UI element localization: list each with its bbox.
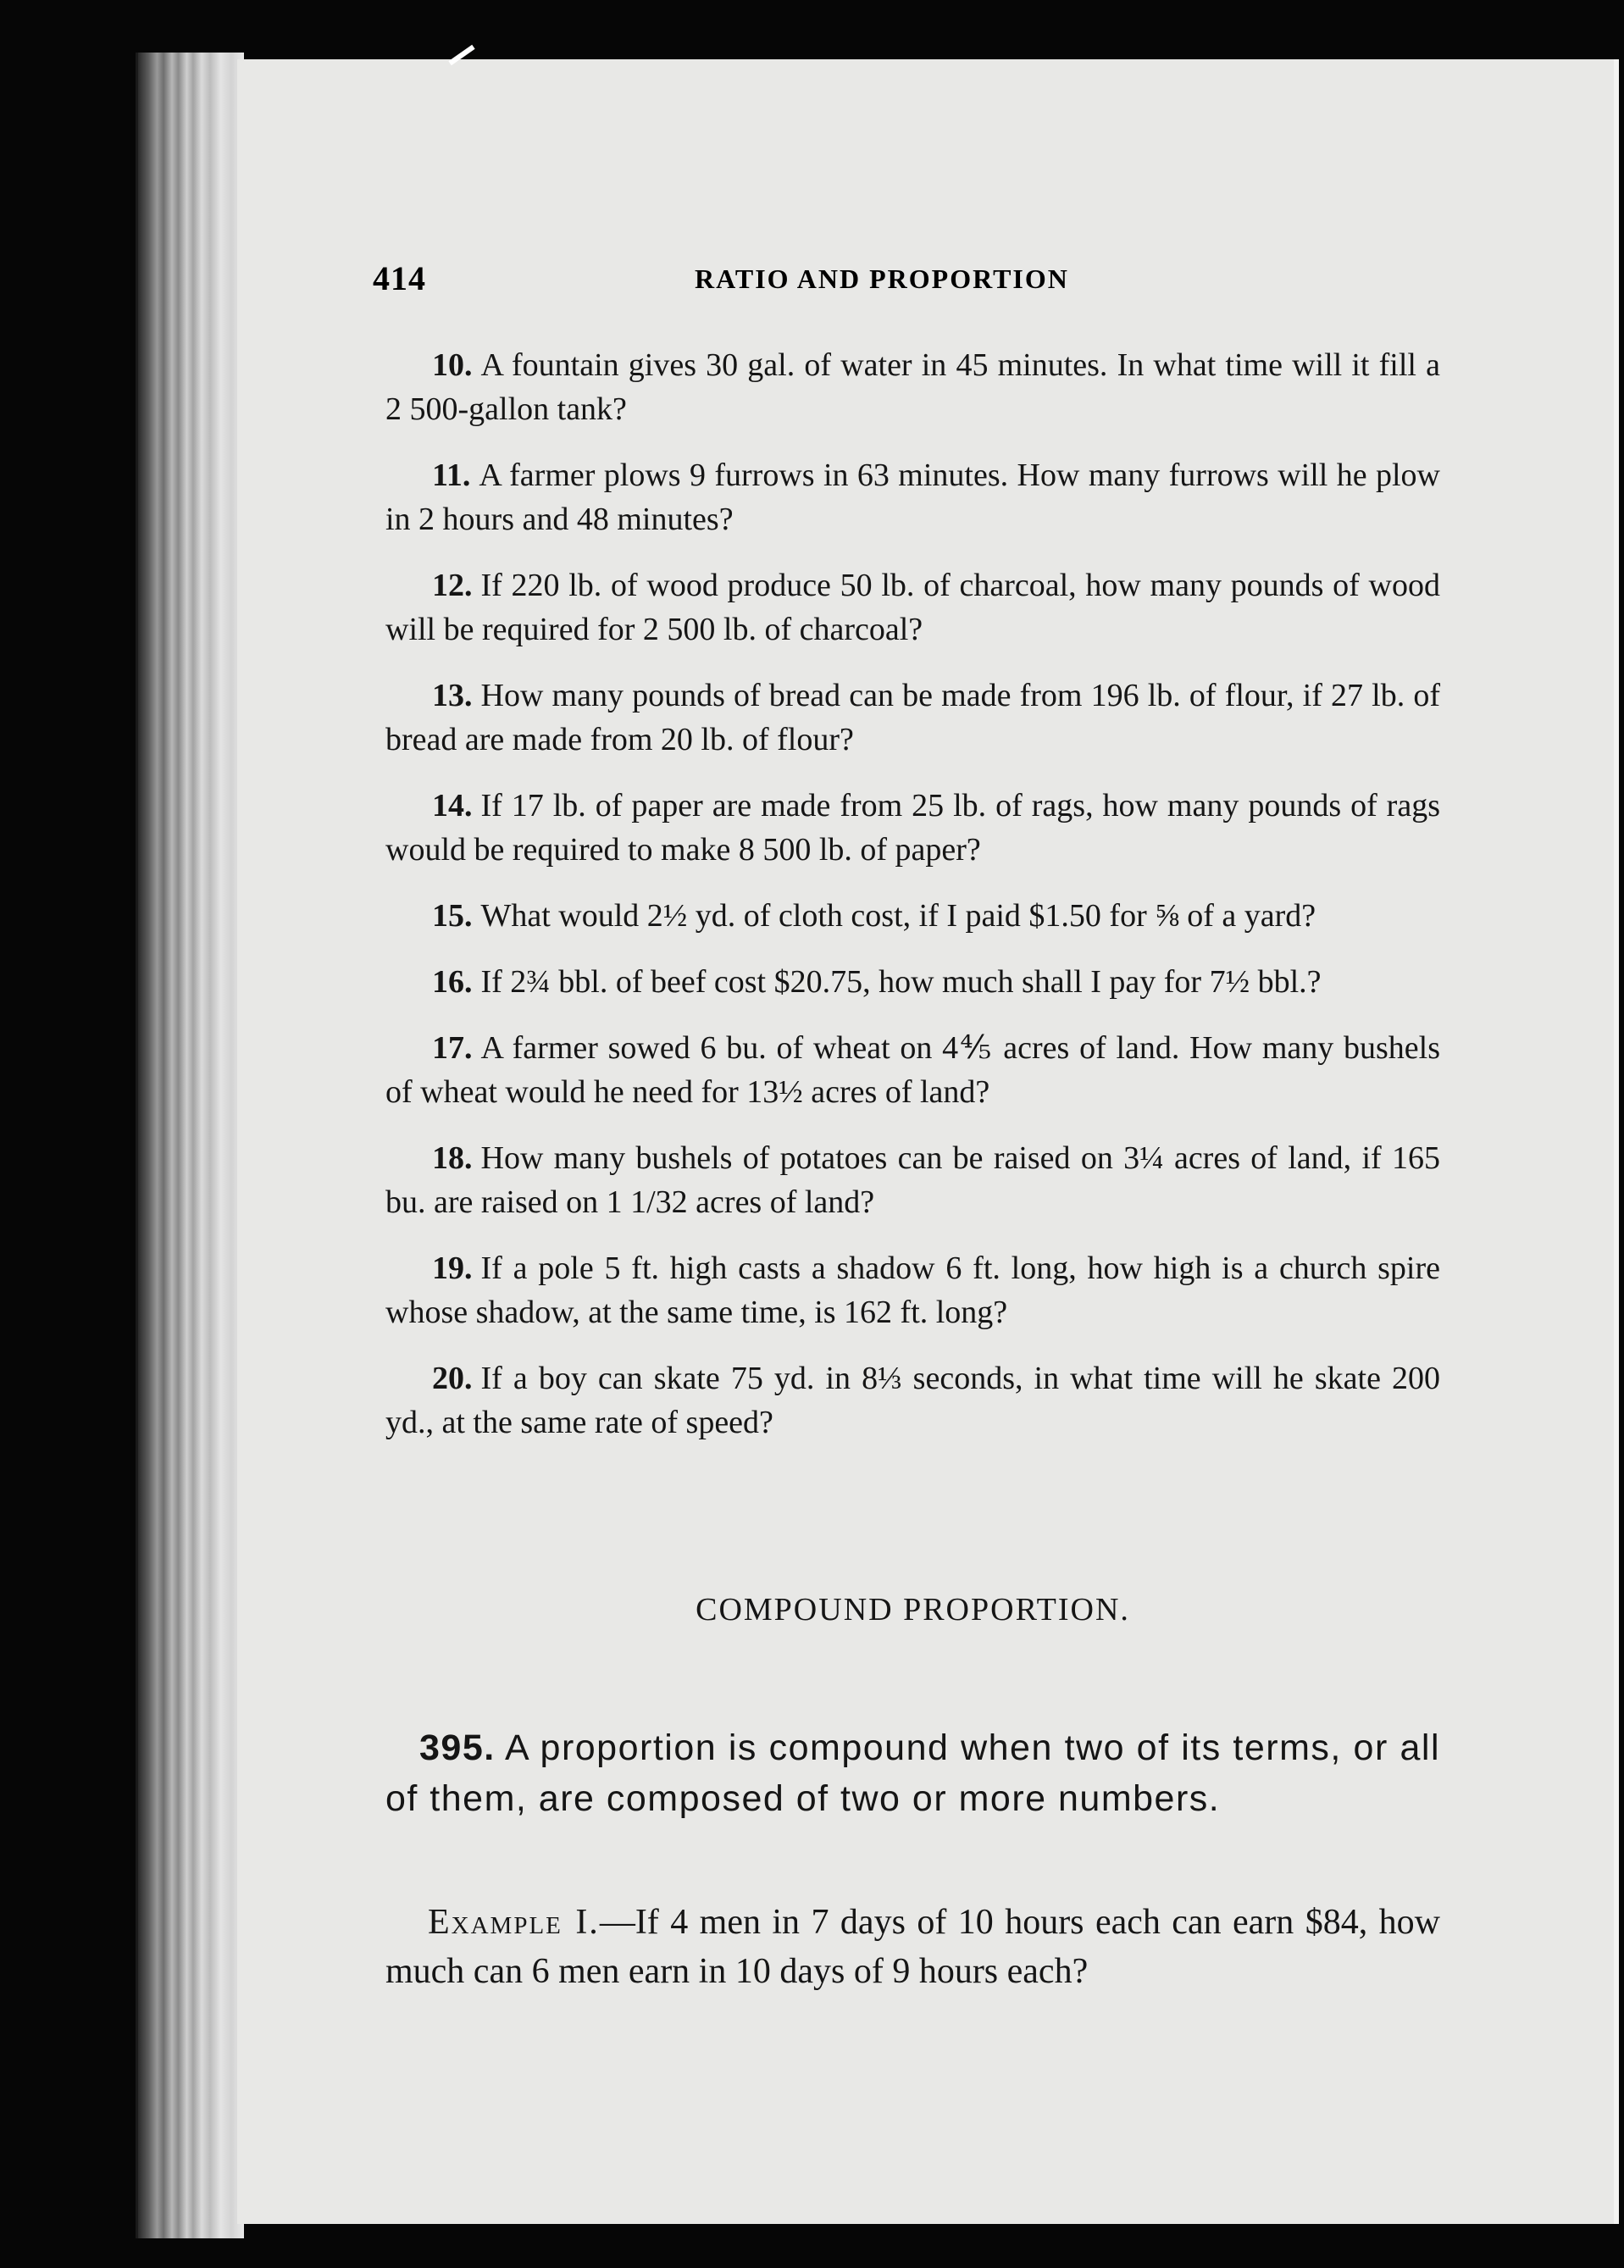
problem-number: 20. <box>432 1361 473 1396</box>
problem-number: 19. <box>432 1250 473 1286</box>
example-text: —If 4 men in 7 days of 10 hours each can earn $84, how much can 6 men earn in 10 days of 9 hours each? <box>385 1903 1440 1991</box>
problem-item <box>385 784 1440 872</box>
problem-text: If a boy can skate 75 yd. in 8⅓ seconds, in what time will he skate 200 yd., at the same rate of speed? <box>385 1361 1440 1440</box>
problem-item <box>385 1246 1440 1334</box>
problem-item <box>385 563 1440 652</box>
problem-number: 12. <box>432 568 473 603</box>
problem-item <box>385 1136 1440 1224</box>
problem-text: If 2¾ bbl. of beef cost $20.75, how much shall I pay for 7½ bbl.? <box>480 964 1322 1000</box>
problem-text: How many pounds of bread can be made from 196 lb. of flour, if 27 lb. of bread are made from 20 lb. of flour? <box>385 678 1440 757</box>
problem-text: If 17 lb. of paper are made from 25 lb. of rags, how many pounds of rags would be required to make 8 500 lb. of paper? <box>385 788 1440 868</box>
problem-text: A fountain gives 30 gal. of water in 45 minutes. In what time will it fill a 2 500-gallon tank? <box>385 347 1440 427</box>
problem-number: 16. <box>432 964 473 1000</box>
example-label: Example I. <box>428 1903 600 1942</box>
problem-number: 10. <box>432 347 473 383</box>
problem-number: 11. <box>432 457 471 493</box>
definition-text: A proportion is compound when two of its terms, or all of them, are composed of two or more numbers. <box>385 1727 1440 1819</box>
problem-text: A farmer sowed 6 bu. of wheat on 4⅘ acres of land. How many bushels of wheat would he need for 13½ acres of land? <box>385 1030 1440 1110</box>
definition-paragraph <box>385 1722 1440 1824</box>
page-header <box>373 258 1449 309</box>
problem-text: If 220 lb. of wood produce 50 lb. of charcoal, how many pounds of wood will be required for 2 500 lb. of charcoal? <box>385 568 1440 647</box>
problem-list <box>385 343 1440 1467</box>
problem-item <box>385 1356 1440 1445</box>
problem-item <box>385 453 1440 541</box>
problem-text: A farmer plows 9 furrows in 63 minutes. How many furrows will he plow in 2 hours and 48 minutes? <box>385 457 1440 537</box>
problem-item <box>385 343 1440 431</box>
problem-item <box>385 1026 1440 1114</box>
problem-item <box>385 674 1440 762</box>
book-page-edges <box>136 53 244 2238</box>
problem-number: 13. <box>432 678 473 713</box>
problem-text: If a pole 5 ft. high casts a shadow 6 ft. long, how high is a church spire whose shadow, at the same time, is 162 ft. long? <box>385 1250 1440 1330</box>
problem-item <box>385 894 1440 938</box>
problem-number: 15. <box>432 898 473 934</box>
problem-number: 18. <box>432 1140 473 1176</box>
problem-item <box>385 960 1440 1004</box>
running-title: RATIO AND PROPORTION <box>695 263 1069 294</box>
problem-number: 14. <box>432 788 473 823</box>
problem-text: How many bushels of potatoes can be raised on 3¼ acres of land, if 165 bu. are raised on 1 1/32 acres of land? <box>385 1140 1440 1220</box>
example-paragraph <box>385 1898 1440 1996</box>
page-number: 414 <box>373 259 426 297</box>
problem-text: What would 2½ yd. of cloth cost, if I paid $1.50 for ⅝ of a yard? <box>480 898 1316 934</box>
article-number: 395. <box>419 1727 496 1768</box>
problem-number: 17. <box>432 1030 473 1066</box>
section-heading: COMPOUND PROPORTION. <box>696 1592 1130 1628</box>
